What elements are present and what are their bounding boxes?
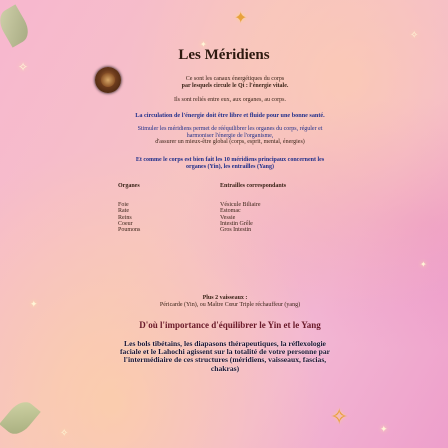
stimulate-line: d'assurer un mieux-être global (corps, esprit, mental, énergies): [155, 139, 305, 146]
leaf-decoration: [0, 4, 33, 47]
table-cell: Vésicule Biliaire: [220, 202, 261, 209]
stimulate-line: harmoniser l'énergie de l'organisme,: [186, 132, 274, 139]
organs-table: [118, 183, 286, 233]
sparkle-icon: ✧: [18, 60, 29, 74]
final-line: faciale et le Lahochi agissent sur la totalité de votre personne par: [120, 347, 330, 357]
sparkle-icon: ✧: [410, 30, 419, 41]
table-cell: Coeur: [118, 220, 133, 227]
sparkle-icon: ✧: [60, 428, 69, 439]
stimulate-text: [60, 126, 400, 146]
meridians-line: Et comme le corps est bien fait les 10 méridiens principaux concernent les: [135, 157, 325, 163]
table-cell: Poumons: [118, 227, 141, 234]
meridians-line: organes (Yin), les entrailles (Yang): [186, 163, 274, 170]
sparkle-icon: ✦: [420, 260, 427, 269]
table-cell: Intestin Grêle: [220, 220, 253, 227]
intro-line: Ce sont les canaux énergétiques du corps: [185, 76, 285, 82]
vessels-heading: Plus 2 vaisseaux :: [202, 295, 248, 301]
table-header-row: [118, 183, 286, 202]
sparkle-icon: ✦: [200, 40, 207, 49]
table-cell: Rate: [118, 208, 129, 215]
table-cell: Foie: [118, 202, 129, 209]
sparkle-icon: ✦: [30, 300, 38, 310]
table-header: Entrailles correspondants: [220, 183, 287, 189]
page-title: Les Méridiens: [178, 47, 270, 63]
vessels-text: Péricarde (Yin), ou Maître Cœur Triple réchauffeur (yang): [159, 302, 301, 308]
sparkle-icon: ✦: [234, 8, 248, 27]
table-cell: Reins: [118, 214, 132, 221]
table-header: Organes: [118, 183, 140, 189]
stimulate-line: Stimuler les méridiens permet de rééquilibrer les organes du corps, réguler et: [137, 126, 323, 132]
table-cell: Estomac: [220, 208, 241, 215]
leaf-decoration: [0, 396, 41, 439]
sparkle-icon: ✦: [380, 425, 388, 435]
intro-line: par lesquels circule le Qi : l'énergie vitale.: [181, 82, 289, 89]
final-line: Les bols tibétains, les diapasons thérapeutiques, la réflexologie: [124, 339, 326, 348]
table-row: [118, 227, 286, 233]
yin-yang-heading: D'où l'importance d'équilibrer le Yin et le Yang: [139, 320, 321, 330]
linked-text: Ils sont reliés entre eux, aux organes, au corps.: [173, 97, 287, 103]
final-line: l'intermédiaire de ces structures (méridiens, vaisseaux, fascias,: [123, 355, 327, 365]
final-line: chakras): [210, 363, 240, 373]
meridians-text: [60, 157, 400, 170]
table-cell: Vessie: [220, 214, 236, 221]
sparkle-icon: ✧: [330, 405, 349, 430]
intro-text: [125, 76, 345, 89]
singing-bowl-icon: [95, 67, 121, 93]
table-cell: Gros Intestin: [220, 227, 252, 234]
circulation-text: La circulation de l'énergie doit être libre et fluide pour une bonne santé.: [135, 112, 325, 119]
final-text: [30, 340, 420, 373]
